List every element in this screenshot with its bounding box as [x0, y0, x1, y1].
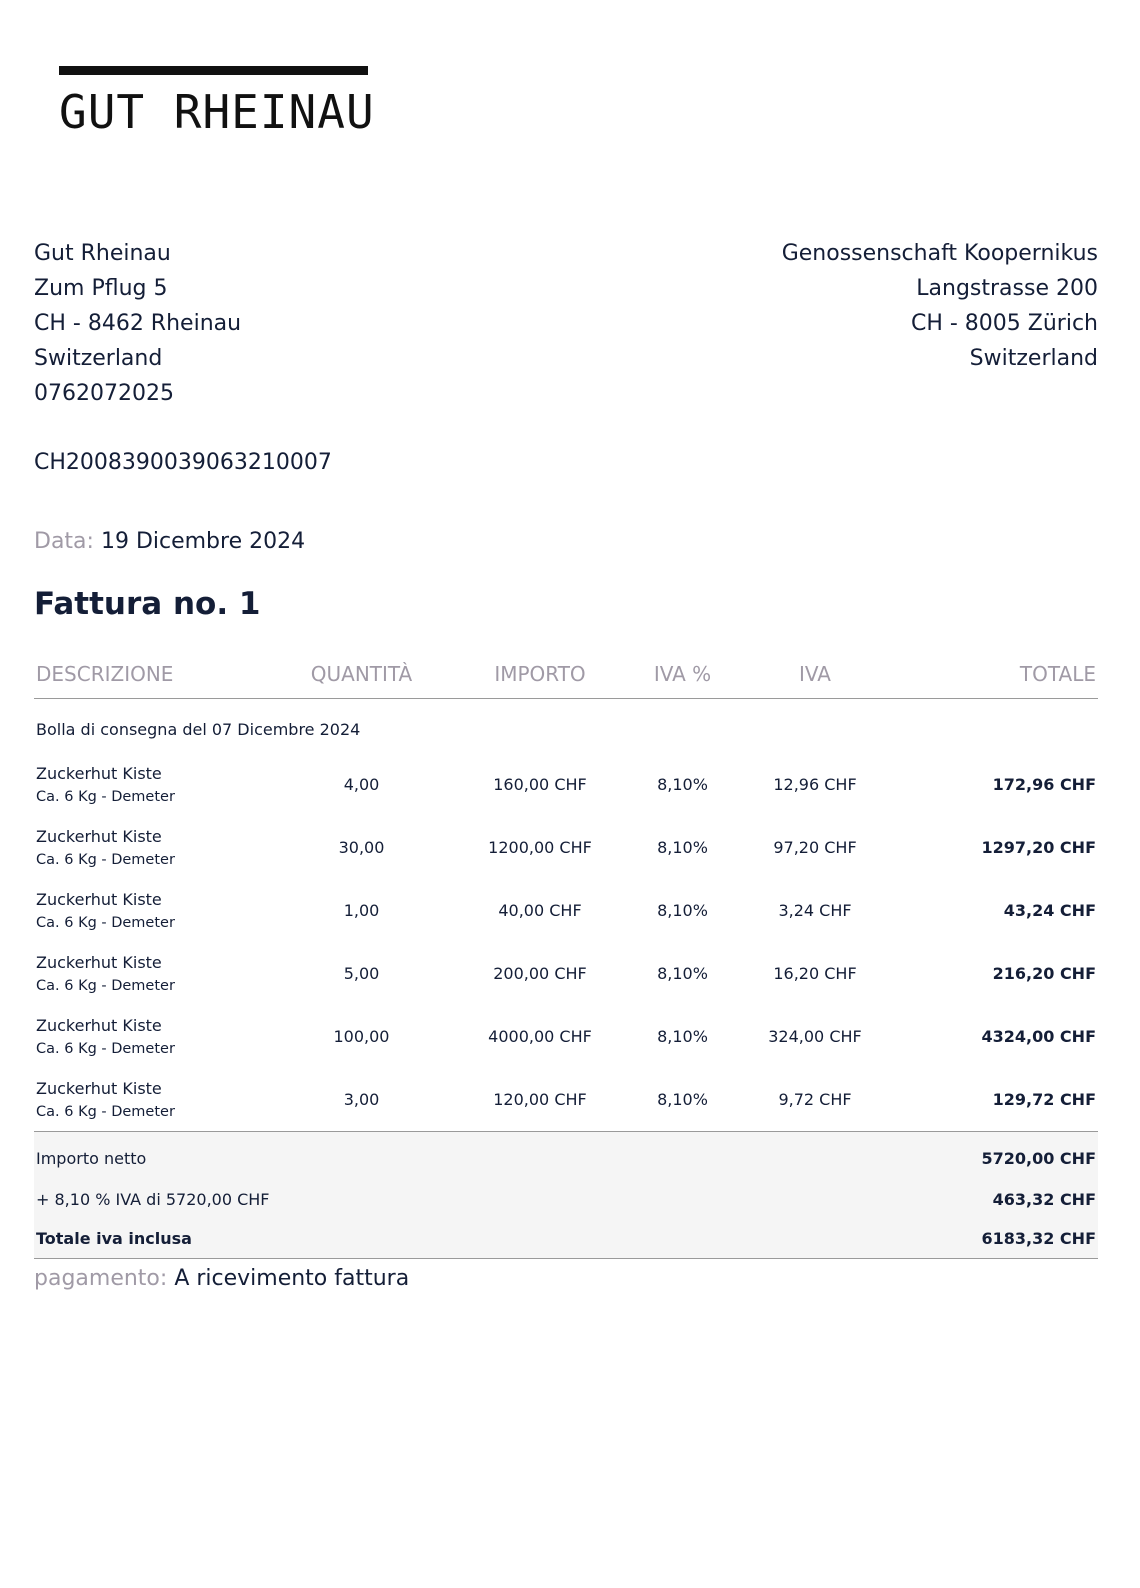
invoice-table [34, 650, 1098, 1259]
item-name: Zuckerhut Kiste [36, 952, 162, 972]
logo-text: GUT RHEINAU [59, 85, 375, 139]
table-row [34, 1068, 1098, 1132]
logo-bar [59, 66, 368, 75]
item-detail: Ca. 6 Kg - Demeter [36, 851, 175, 868]
vat-value: 463,32 CHF [911, 1180, 1098, 1218]
sender-city: CH - 8462 Rheinau [34, 311, 242, 336]
item-name: Zuckerhut Kiste [36, 1015, 162, 1035]
item-name: Zuckerhut Kiste [36, 763, 162, 783]
payment-terms [34, 1261, 409, 1296]
header-description: DESCRIZIONE [34, 650, 289, 699]
header-vat: IVA [719, 650, 911, 699]
item-total: 1297,20 CHF [981, 838, 1096, 857]
delivery-note: Bolla di consegna del 07 Dicembre 2024 [36, 719, 361, 739]
sender-iban: CH2008390039063210007 [34, 450, 332, 475]
item-amount: 1200,00 CHF [488, 838, 592, 857]
item-quantity: 5,00 [343, 964, 380, 983]
recipient-city: CH - 8005 Zürich [910, 311, 1098, 336]
recipient-street: Langstrasse 200 [916, 276, 1098, 301]
total-value: 6183,32 CHF [911, 1218, 1098, 1259]
sender-country: Switzerland [34, 346, 163, 371]
item-amount: 200,00 CHF [493, 964, 587, 983]
item-description [34, 879, 289, 942]
item-vat: 9,72 CHF [719, 1068, 911, 1132]
recipient-country: Switzerland [969, 346, 1098, 371]
item-quantity: 100,00 [333, 1027, 390, 1046]
item-quantity: 1,00 [343, 901, 380, 920]
item-vat: 324,00 CHF [768, 1027, 862, 1046]
table-row [34, 879, 1098, 942]
delivery-note-row [34, 699, 1098, 754]
table-row [34, 753, 1098, 816]
recipient-name: Genossenschaft Koopernikus [781, 241, 1098, 266]
item-detail: Ca. 6 Kg - Demeter [36, 977, 175, 994]
item-description [34, 942, 289, 1005]
item-vat-rate: 8,10% [657, 1027, 708, 1046]
table-header-row [34, 650, 1098, 699]
sender-street: Zum Pflug 5 [34, 276, 168, 301]
item-vat: 97,20 CHF [773, 838, 857, 857]
item-name: Zuckerhut Kiste [36, 889, 162, 909]
summary-net-row [34, 1132, 1098, 1181]
sender-phone: 0762072025 [34, 381, 174, 406]
payment-value: A ricevimento fattura [174, 1266, 410, 1291]
item-vat: 12,96 CHF [773, 775, 857, 794]
item-quantity: 3,00 [289, 1068, 434, 1132]
summary-vat-row [34, 1180, 1098, 1218]
summary-total-row [34, 1218, 1098, 1259]
item-total: 43,24 CHF [1003, 901, 1096, 920]
header-total: TOTALE [911, 650, 1098, 699]
item-detail: Ca. 6 Kg - Demeter [36, 1040, 175, 1057]
item-total: 129,72 CHF [911, 1068, 1098, 1132]
payment-label: pagamento: [34, 1266, 168, 1291]
item-vat-rate: 8,10% [657, 901, 708, 920]
item-amount: 4000,00 CHF [488, 1027, 592, 1046]
item-detail: Ca. 6 Kg - Demeter [36, 914, 175, 931]
item-vat: 16,20 CHF [773, 964, 857, 983]
table-row [34, 816, 1098, 879]
vat-label: + 8,10 % IVA di 5720,00 CHF [34, 1180, 646, 1218]
table-row [34, 942, 1098, 1005]
item-total: 216,20 CHF [992, 964, 1096, 983]
item-description [34, 1005, 289, 1068]
item-description [34, 753, 289, 816]
sender-address [34, 236, 241, 411]
header-quantity: QUANTITÀ [289, 650, 434, 699]
item-quantity: 4,00 [343, 775, 380, 794]
header-amount: IMPORTO [434, 650, 646, 699]
item-quantity: 30,00 [338, 838, 385, 857]
item-detail: Ca. 6 Kg - Demeter [36, 788, 175, 805]
item-vat-rate: 8,10% [657, 838, 708, 857]
invoice-date [34, 524, 305, 559]
item-description [34, 1068, 289, 1132]
item-amount: 120,00 CHF [434, 1068, 646, 1132]
sender-name: Gut Rheinau [34, 241, 171, 266]
invoice-title: Fattura no. 1 [34, 586, 261, 622]
net-label: Importo netto [34, 1132, 646, 1181]
item-description [34, 816, 289, 879]
recipient-address [782, 236, 1098, 376]
item-name: Zuckerhut Kiste [36, 1078, 162, 1098]
company-logo [59, 66, 375, 139]
table-row [34, 1005, 1098, 1068]
item-vat: 3,24 CHF [778, 901, 852, 920]
item-total: 172,96 CHF [992, 775, 1096, 794]
item-detail: Ca. 6 Kg - Demeter [36, 1103, 175, 1120]
item-amount: 40,00 CHF [498, 901, 582, 920]
item-name: Zuckerhut Kiste [36, 826, 162, 846]
item-amount: 160,00 CHF [493, 775, 587, 794]
net-value: 5720,00 CHF [911, 1132, 1098, 1181]
date-value: 19 Dicembre 2024 [100, 529, 306, 554]
item-vat-rate: 8,10% [657, 964, 708, 983]
total-label: Totale iva inclusa [34, 1218, 646, 1259]
header-vat-rate: IVA % [646, 650, 719, 699]
item-vat-rate: 8,10% [646, 1068, 719, 1132]
item-vat-rate: 8,10% [657, 775, 708, 794]
date-label: Data: [34, 529, 94, 554]
item-total: 4324,00 CHF [981, 1027, 1096, 1046]
